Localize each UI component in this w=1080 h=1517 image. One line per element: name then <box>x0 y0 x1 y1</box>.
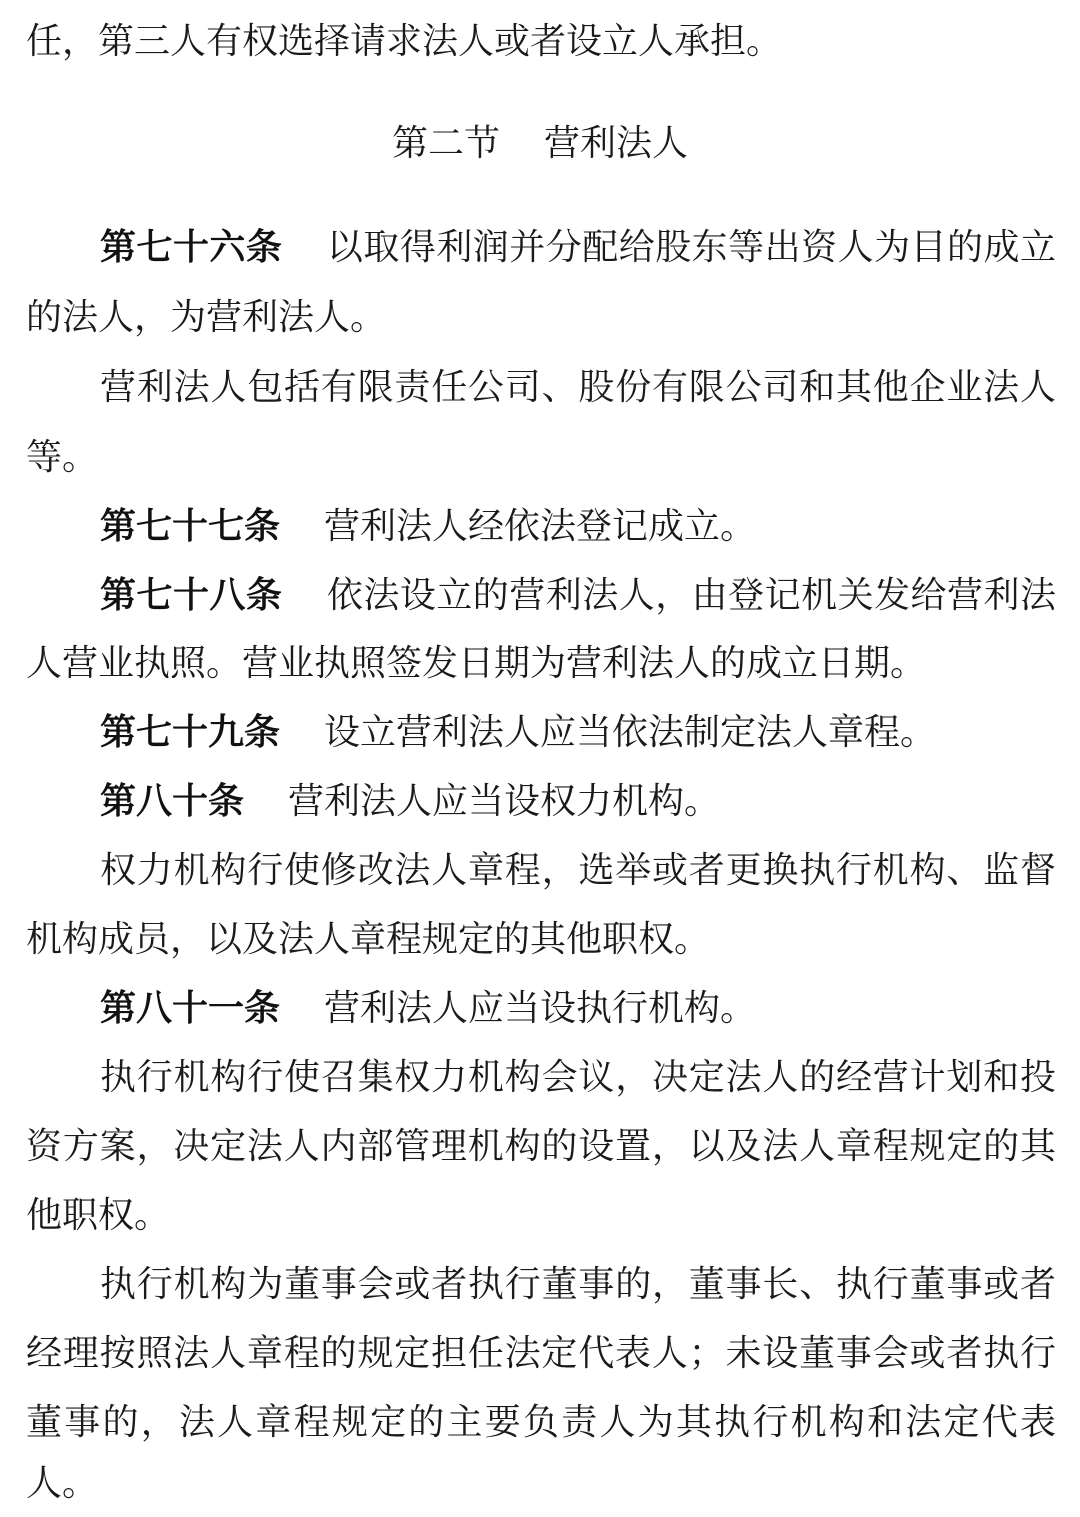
paragraph-text: 他职权。 <box>26 1195 171 1236</box>
paragraph-text: 人营业执照。营业执照签发日期为营利法人的成立日期。 <box>26 643 927 684</box>
article-number: 第八十一条 <box>100 988 281 1029</box>
text-line <box>100 1048 1056 1108</box>
text-line <box>26 1454 1056 1514</box>
paragraph-text: 营利法人包括有限责任公司、股份有限公司和其他企业法人 <box>100 367 1056 408</box>
text-line <box>26 1186 1056 1246</box>
section-number: 第二节 <box>391 123 500 164</box>
article-text: 营利法人应当设权力机构。 <box>288 781 721 822</box>
text-line <box>100 358 1056 418</box>
article-text: 依法设立的营利法人，由登记机关发给营利法 <box>326 575 1056 616</box>
paragraph-text: 资方案，决定法人内部管理机构的设置，以及法人章程规定的其 <box>26 1126 1056 1167</box>
article-number: 第七十九条 <box>100 712 281 753</box>
article-79 <box>100 703 1056 763</box>
paragraph-text: 权力机构行使修改法人章程，选举或者更换执行机构、监督 <box>100 850 1056 891</box>
paragraph-text: 经理按照法人章程的规定担任法定代表人；未设董事会或者执行 <box>26 1333 1056 1374</box>
article-76 <box>100 218 1056 278</box>
paragraph-text: 董事的，法人章程规定的主要负责人为其执行机构和法定代表 <box>26 1402 1056 1443</box>
text-line <box>26 1324 1056 1384</box>
paragraph-text: 等。 <box>26 437 99 478</box>
article-number: 第七十七条 <box>100 506 281 547</box>
text-line <box>26 1393 1056 1453</box>
article-number: 第七十八条 <box>100 575 283 616</box>
paragraph-text: 执行机构行使召集权力机构会议，决定法人的经营计划和投 <box>100 1057 1056 1098</box>
text-line <box>26 1117 1056 1177</box>
text-line <box>26 910 1056 970</box>
text-line <box>100 1255 1056 1315</box>
section-title: 营利法人 <box>544 123 689 164</box>
paragraph-text: 执行机构为董事会或者执行董事的，董事长、执行董事或者 <box>100 1264 1056 1305</box>
paragraph-text: 的法人，为营利法人。 <box>26 297 387 338</box>
article-text: 设立营利法人应当依法制定法人章程。 <box>324 712 937 753</box>
article-text: 营利法人经依法登记成立。 <box>324 506 757 547</box>
paragraph-text: 任，第三人有权选择请求法人或者设立人承担。 <box>26 21 783 62</box>
text-line <box>26 634 1056 694</box>
article-80 <box>100 772 1056 832</box>
article-number: 第八十条 <box>100 781 245 822</box>
article-text: 营利法人应当设执行机构。 <box>324 988 757 1029</box>
article-77 <box>100 497 1056 557</box>
paragraph-text: 机构成员，以及法人章程规定的其他职权。 <box>26 919 711 960</box>
paragraph-text: 人。 <box>26 1463 99 1504</box>
article-number: 第七十六条 <box>100 227 283 268</box>
text-line <box>26 428 1056 488</box>
text-line <box>26 12 1056 72</box>
article-text: 以取得利润并分配给股东等出资人为目的成立 <box>326 227 1056 268</box>
text-line <box>26 288 1056 348</box>
article-81 <box>100 979 1056 1039</box>
article-78 <box>100 566 1056 626</box>
text-line <box>100 841 1056 901</box>
section-heading <box>0 114 1080 174</box>
